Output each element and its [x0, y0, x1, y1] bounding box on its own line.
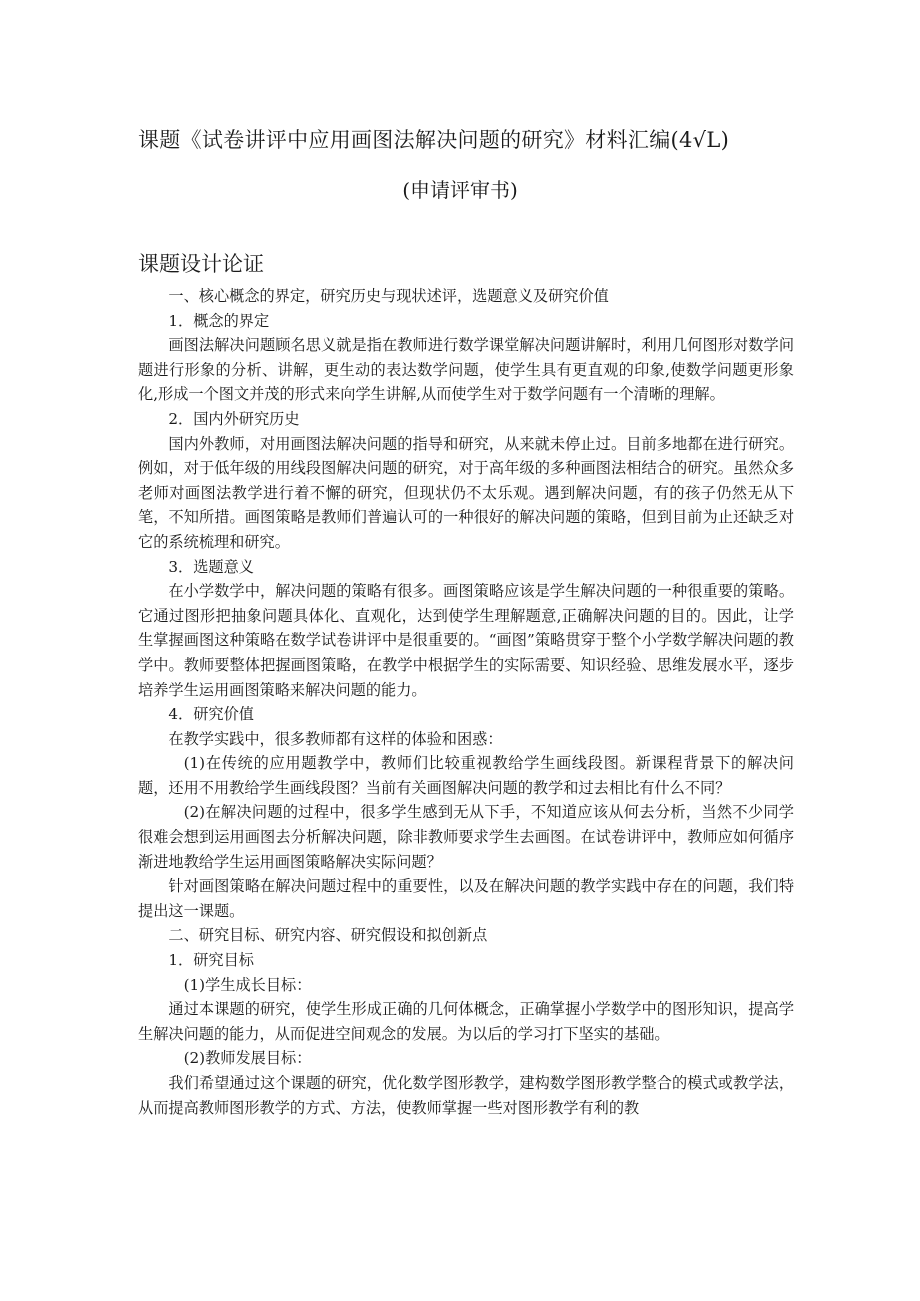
paragraph: (2)在解决问题的过程中，很多学生感到无从下手，不知道应该从何去分析，当然不少同学很难会想到运用画图去分析解决问题，除非教师要求学生去画图。在试卷讲评中，教师应如何循序渐进地教给学生运用画图策略解决实际问题？ [138, 803, 794, 871]
paragraph: 2．国内外研究历史 [168, 409, 300, 428]
paragraph: 一、核心概念的界定，研究历史与现状述评，选题意义及研究价值 [168, 287, 609, 305]
paragraph: (1)学生成长目标： [183, 975, 312, 994]
paragraph: 我们希望通过这个课题的研究，优化数学图形教学，建构数学图形教学整合的模式或教学法，从而提高教师图形教学的方式、方法，使教师掌握一些对图形教学有利的教 [138, 1074, 794, 1117]
paragraph: 画图法解决问题顾名思义就是指在教师进行数学课堂解决问题讲解时，利用几何图形对数学问题进行形象的分析、讲解，更生动的表达数学问题，使学生具有更直观的印象,使数学问题更形象化,形成一个图文并茂的形式来向学生讲解,从而使学生对于数学问题有一个清晰的理解。 [138, 336, 794, 404]
document-body [138, 284, 794, 1120]
paragraph: 3．选题意义 [168, 557, 254, 576]
section-heading: 课题设计论证 [138, 252, 264, 276]
document-subtitle: (申请评审书) [402, 178, 518, 202]
paragraph: 1．概念的界定 [168, 311, 270, 330]
paragraph: 二、研究目标、研究内容、研究假设和拟创新点 [168, 926, 488, 945]
paragraph: 在小学数学中，解决问题的策略有很多。画图策略应该是学生解决问题的一种很重要的策略。它通过图形把抽象问题具体化、直观化，达到使学生理解题意,正确解决问题的目的。因此，让学生掌握画图这种策略在数学试卷讲评中是很重要的。“画图”策略贯穿于整个小学数学解决问题的教学中。教师要整体把握画图策略，在教学中根据学生的实际需要、知识经验、思维发展水平，逐步培养学生运用画图策略来解决问题的能力。 [138, 582, 794, 699]
paragraph: 1．研究目标 [168, 951, 254, 970]
paragraph: (2)教师发展目标： [183, 1049, 312, 1068]
paragraph: 通过本课题的研究，使学生形成正确的几何体概念，正确掌握小学数学中的图形知识，提高学生解决问题的能力，从而促进空间观念的发展。为以后的学习打下坚实的基础。 [138, 1000, 794, 1043]
paragraph: 在教学实践中，很多教师都有这样的体验和困惑： [168, 729, 503, 748]
paragraph: 4．研究价值 [168, 705, 254, 724]
document-title: 课题《试卷讲评中应用画图法解决问题的研究》材料汇编(4√L) [138, 128, 730, 152]
paragraph: 国内外教师，对用画图法解决问题的指导和研究，从来就未停止过。目前多地都在进行研究。例如，对于低年级的用线段图解决问题的研究，对于高年级的多种画图法相结合的研究。虽然众多老师对画图法教学进行着不懈的研究，但现状仍不太乐观。遇到解决问题，有的孩子仍然无从下笔，不知所措。画图策略是教师们普遍认可的一种很好的解决问题的策略，但到目前为止还缺乏对它的系统梳理和研究。 [138, 434, 794, 551]
paragraph: (1)在传统的应用题教学中，教师们比较重视教给学生画线段图。新课程背景下的解决问题，还用不用教给学生画线段图？当前有关画图解决问题的教学和过去相比有什么不同？ [138, 754, 794, 797]
paragraph: 针对画图策略在解决问题过程中的重要性，以及在解决问题的教学实践中存在的问题，我们特提出这一课题。 [138, 877, 794, 920]
